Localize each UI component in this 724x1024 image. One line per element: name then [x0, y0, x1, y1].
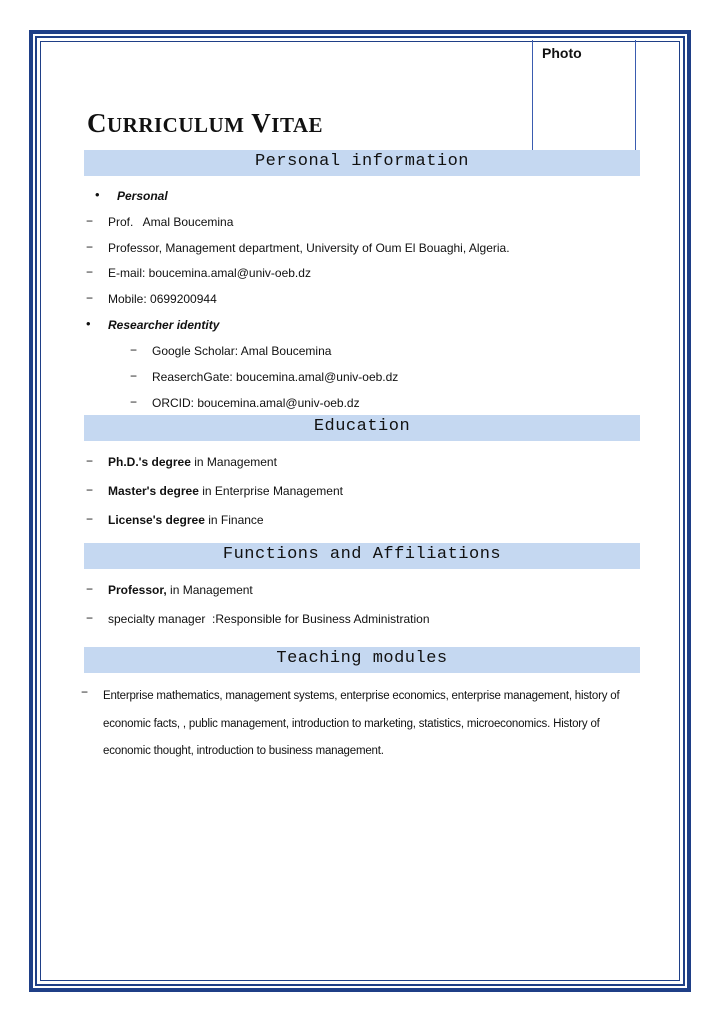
- education-degree: License's degree: [108, 513, 205, 527]
- function-specialty: specialty manager :Responsible for Business Administration: [108, 612, 430, 626]
- person-mobile: Mobile: 0699200944: [108, 292, 217, 306]
- title-word-2-rest: ITAE: [271, 113, 324, 137]
- researchgate: ReaserchGate: boucemina.amal@univ-oeb.dz: [152, 370, 399, 384]
- education-degree: Master's degree: [108, 484, 199, 498]
- orcid: ORCID: boucemina.amal@univ-oeb.dz: [152, 396, 360, 410]
- section-personal-information: Personal information: [84, 150, 640, 176]
- dash-edu-1: −: [86, 454, 94, 468]
- title-letter-v: V: [251, 108, 272, 138]
- dash-func-2: −: [86, 611, 94, 625]
- education-item: [108, 455, 277, 469]
- function-professor: [108, 583, 253, 597]
- function-professor-field: in Management: [166, 583, 253, 597]
- google-scholar: Google Scholar: Amal Boucemina: [152, 344, 332, 358]
- section-teaching: Teaching modules: [84, 647, 640, 673]
- education-field: in Management: [190, 455, 277, 469]
- title-letter-c: C: [87, 108, 107, 138]
- teaching-modules-text: Enterprise mathematics, management systems, enterprise economics, enterprise management, history of economic facts, , public management, introduction to marketing, statistics, microeconomics. History of economic thought, introduction to business management.: [103, 690, 620, 757]
- education-item: [108, 484, 343, 498]
- bullet-personal: •: [95, 187, 100, 202]
- dash-email: −: [86, 265, 94, 279]
- education-degree: Ph.D.'s degree: [108, 455, 191, 469]
- dash-edu-3: −: [86, 512, 94, 526]
- dash-name: −: [86, 214, 94, 228]
- dash-orcid: −: [130, 395, 138, 409]
- person-email: E-mail: boucemina.amal@univ-oeb.dz: [108, 266, 311, 280]
- education-field: in Finance: [204, 513, 264, 527]
- photo-label: Photo: [542, 45, 582, 61]
- personal-heading: Personal: [117, 189, 168, 203]
- page-border-inner: [40, 41, 680, 981]
- dash-mobile: −: [86, 291, 94, 305]
- section-education: Education: [84, 415, 640, 441]
- researcher-heading: Researcher identity: [108, 318, 220, 332]
- dash-func-1: −: [86, 582, 94, 596]
- dash-position: −: [86, 240, 94, 254]
- function-professor-title: Professor,: [108, 583, 167, 597]
- photo-placeholder: [532, 40, 636, 150]
- bullet-researcher: •: [86, 316, 91, 331]
- dash-edu-2: −: [86, 483, 94, 497]
- document-title: [87, 108, 323, 139]
- person-position: Professor, Management department, University of Oum El Bouaghi, Algeria.: [108, 241, 510, 255]
- person-name: Prof. Amal Boucemina: [108, 215, 234, 229]
- dash-scholar: −: [130, 343, 138, 357]
- dash-researchgate: −: [130, 369, 138, 383]
- section-functions: Functions and Affiliations: [84, 543, 640, 569]
- dash-teaching: −: [81, 685, 89, 699]
- education-field: in Enterprise Management: [198, 484, 343, 498]
- education-item: [108, 513, 264, 527]
- title-word-1-rest: URRICULUM: [107, 113, 245, 137]
